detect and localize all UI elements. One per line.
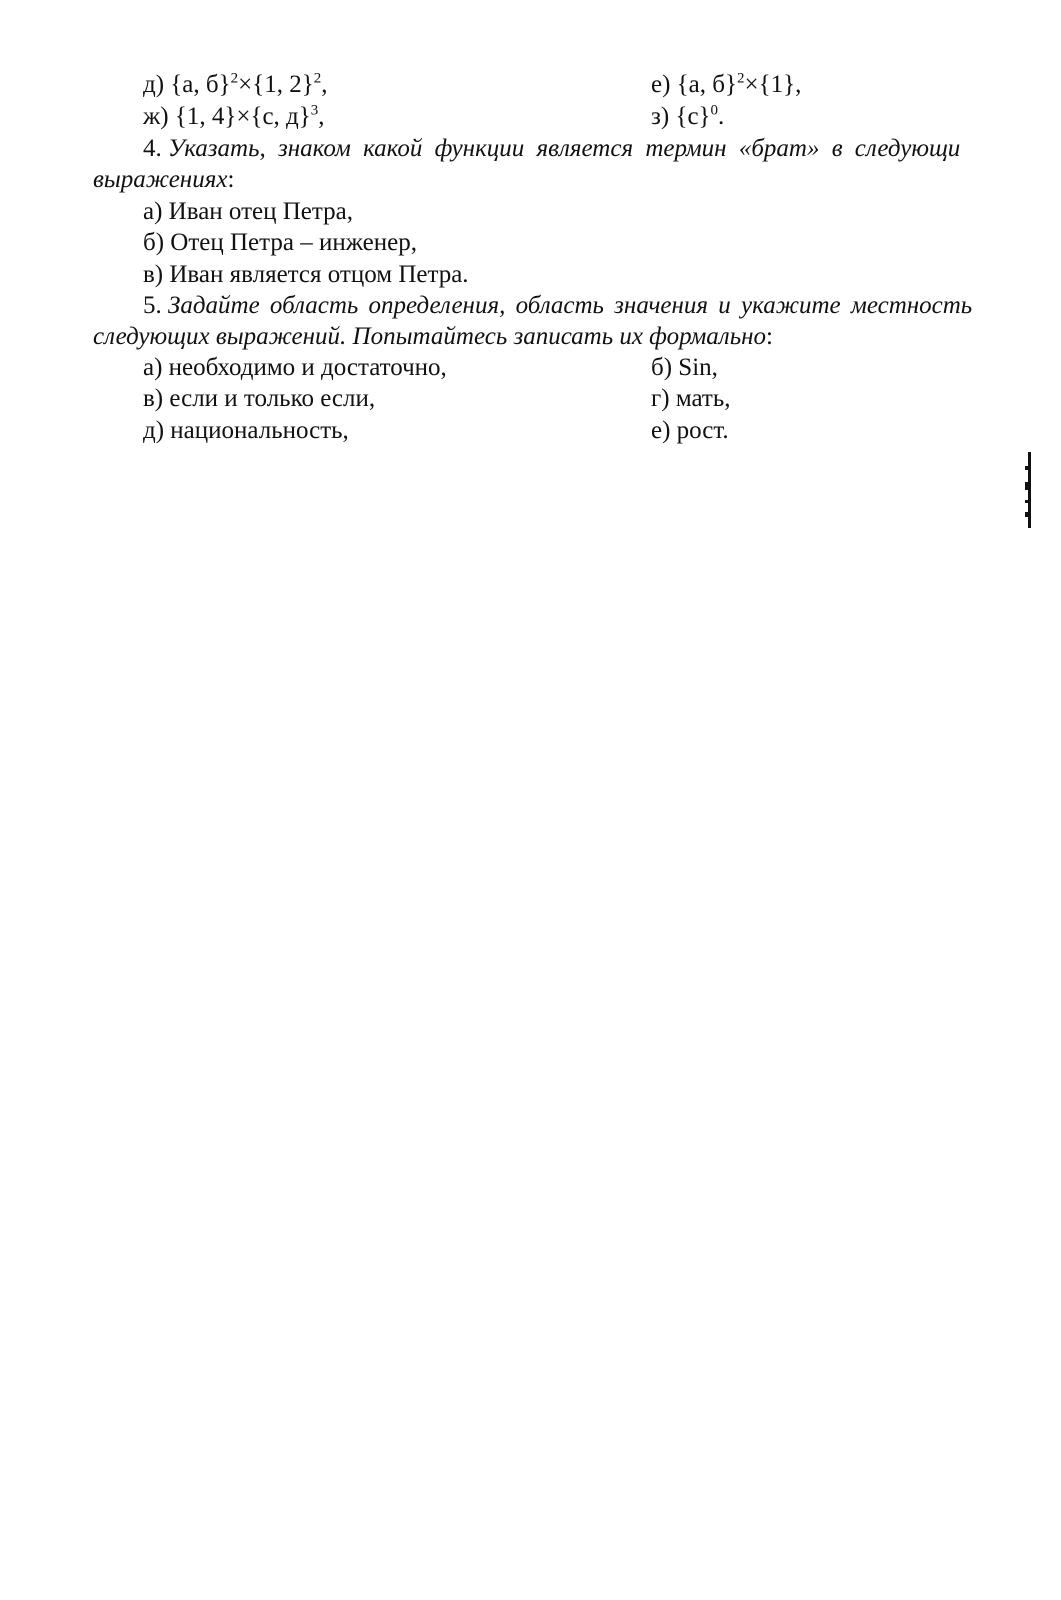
task5-heading-cont [93,321,773,352]
set-expression-zh [143,101,325,132]
set-z-suffix: . [718,103,725,130]
set-z-prefix: з) {c} [651,103,711,130]
task4-colon: : [227,166,235,193]
task4-number: 4. [143,135,162,162]
set-d-exp1: 2 [230,70,239,87]
set-zh-exp1: 3 [310,102,319,119]
set-d-prefix: д) {a, б} [143,71,231,98]
task5-item-g: г) мать, [651,385,731,412]
set-expression-z [651,101,724,132]
task5-item-a: а) необходимо и достаточно, [143,354,447,381]
set-e-rest: ×{1}, [744,71,802,98]
task5-item-v: в) если и только если, [143,385,376,412]
task5-colon: : [766,323,773,350]
task4-heading [143,133,1043,164]
set-z-exp1: 0 [710,102,719,119]
set-e-exp1: 2 [737,70,745,87]
task5-heading [143,290,1036,321]
set-d-exp2: 2 [313,70,322,87]
set-d-suffix: , [321,71,328,98]
task5-number: 5. [143,292,162,319]
set-expression-d [143,69,327,100]
task4-text-line2: выражениях [93,166,228,193]
task5-item-e: е) рост. [651,417,729,444]
task5-text-line2: следующих выражений. Попытайтесь записать их формально [93,323,766,350]
set-e-prefix: е) {a, б} [651,71,737,98]
task4-item-c: в) Иван является отцом Петра. [143,261,469,288]
task4-item-b: б) Отец Петра – инженер, [143,229,417,256]
scan-edge-mark [1025,452,1031,528]
task4-item-a: а) Иван отец Петра, [143,198,353,225]
set-zh-suffix: , [318,103,325,130]
set-expression-e [651,69,801,100]
set-zh-prefix: ж) {1, 4}×{c, д} [143,103,311,130]
set-d-mid: ×{1, 2} [238,71,314,98]
task5-item-d: д) национальность, [143,417,349,444]
task4-heading-cont [93,164,234,195]
task4-text-line1: Указать, знаком какой функции является термин «брат» в следующи [168,135,961,162]
task5-item-b: б) Sin, [651,354,718,381]
task5-text-line1: Задайте область определения, область значения и укажите местность [168,292,973,319]
